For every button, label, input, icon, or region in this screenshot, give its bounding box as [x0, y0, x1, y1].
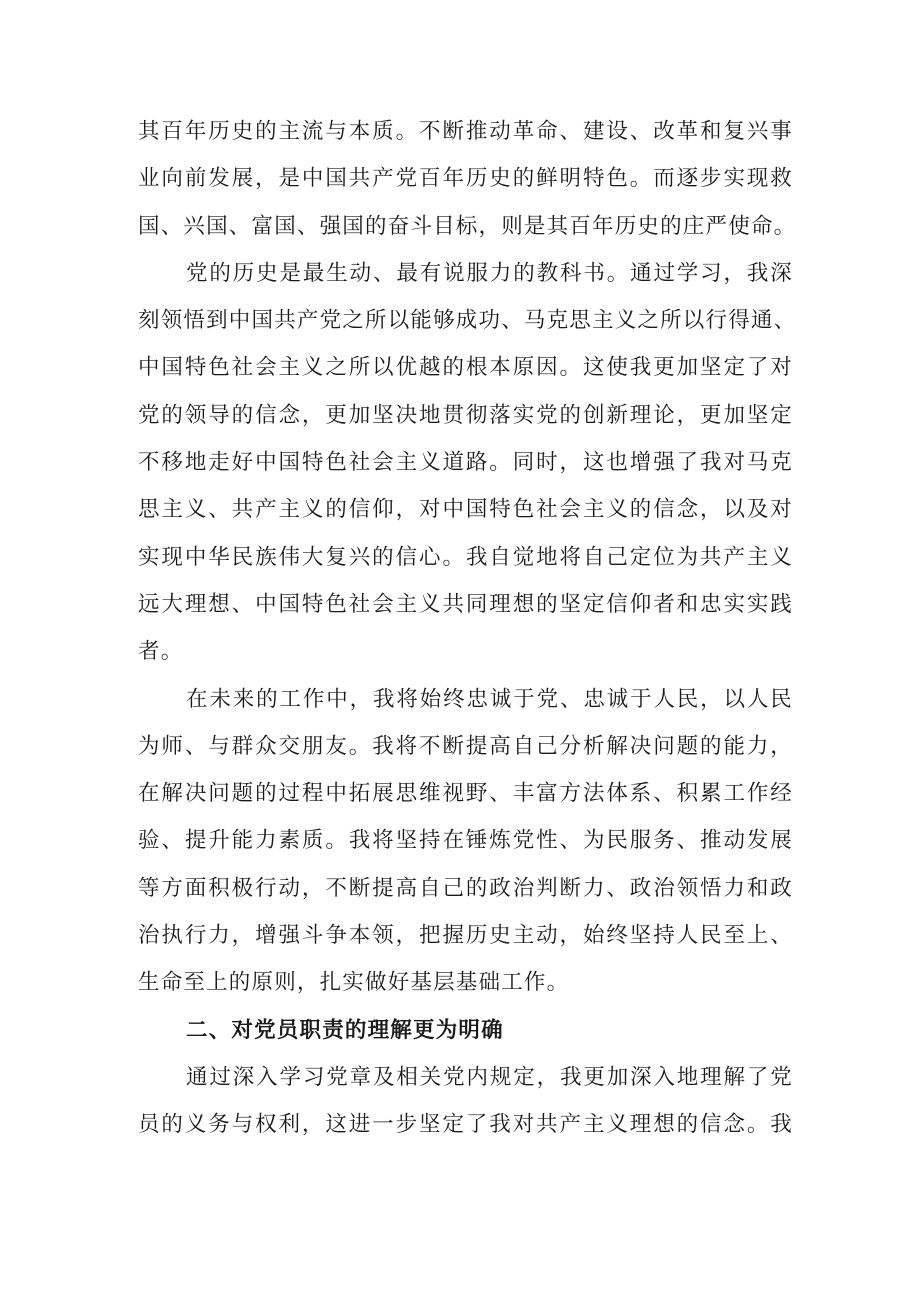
text-line: 员的义务与权利，这进一步坚定了我对共产主义理想的信念。我 — [138, 1112, 793, 1138]
text-line: 业向前发展，是中国共产党百年历史的鲜明特色。而逐步实现救 — [138, 166, 793, 192]
paragraph-first-line: 在未来的工作中，我将始终忠诚于党、忠诚于人民，以人民 — [186, 686, 793, 712]
text-line: 验、提升能力素质。我将坚持在锤炼党性、为民服务、推动发展 — [138, 828, 793, 854]
text-line: 不移地走好中国特色社会主义道路。同时，这也增强了我对马克 — [138, 450, 793, 476]
text-line: 刻领悟到中国共产党之所以能够成功、马克思主义之所以行得通、 — [138, 308, 797, 334]
text-line: 生命至上的原则，扎实做好基层基础工作。 — [138, 970, 570, 996]
text-line: 者。 — [138, 639, 184, 665]
document-body — [138, 108, 797, 1149]
text-line: 治执行力，增强斗争本领，把握历史主动，始终坚持人民至上、 — [138, 923, 793, 949]
text-line: 党的领导的信念，更加坚决地贯彻落实党的创新理论，更加坚定 — [138, 402, 793, 428]
paragraph-first-line: 党的历史是最生动、最有说服力的教科书。通过学习，我深 — [186, 260, 793, 286]
text-line: 在解决问题的过程中拓展思维视野、丰富方法体系、积累工作经 — [138, 781, 793, 807]
text-line: 国、兴国、富国、强国的奋斗目标，则是其百年历史的庄严使命。 — [138, 213, 797, 239]
text-line: 等方面积极行动，不断提高自己的政治判断力、政治领悟力和政 — [138, 875, 793, 901]
text-line: 为师、与群众交朋友。我将不断提高自己分析解决问题的能力， — [138, 733, 793, 759]
paragraph-first-line: 通过深入学习党章及相关党内规定，我更加深入地理解了党 — [186, 1064, 793, 1090]
text-line: 远大理想、中国特色社会主义共同理想的坚定信仰者和忠实实践 — [138, 591, 793, 617]
text-line: 其百年历史的主流与本质。不断推动革命、建设、改革和复兴事 — [138, 119, 793, 144]
text-line: 思主义、共产主义的信仰，对中国特色社会主义的信念，以及对 — [138, 497, 793, 523]
text-line: 中国特色社会主义之所以优越的根本原因。这使我更加坚定了对 — [138, 355, 793, 381]
section-heading: 二、对党员职责的理解更为明确 — [186, 1017, 504, 1043]
text-line: 实现中华民族伟大复兴的信心。我自觉地将自己定位为共产主义 — [138, 544, 793, 570]
